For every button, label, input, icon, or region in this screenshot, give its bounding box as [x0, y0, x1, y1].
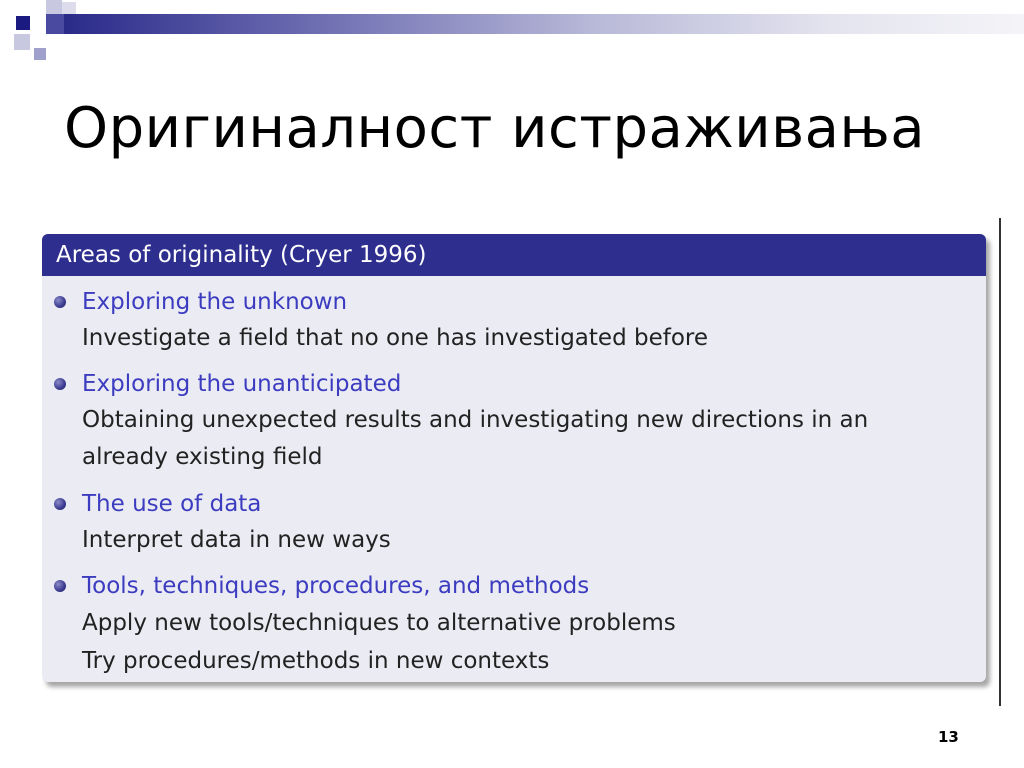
item-title: Tools, techniques, procedures, and methods [82, 573, 590, 599]
item-description: Interpret data in new ways [82, 527, 391, 553]
list-item [42, 284, 986, 356]
content-block [42, 234, 986, 682]
decorative-square [30, 30, 46, 46]
bullet-icon [54, 378, 66, 390]
decorative-square [16, 16, 30, 30]
vertical-divider [999, 218, 1001, 706]
decorative-gradient-bar [64, 14, 1024, 34]
item-description: Investigate a field that no one has investigated before [82, 325, 708, 351]
list-item [42, 486, 986, 558]
item-description: Apply new tools/techniques to alternative problems [82, 610, 676, 636]
decorative-square [14, 34, 30, 50]
bullet-icon [54, 296, 66, 308]
decorative-square [34, 48, 46, 60]
slide-title: Оригиналност истраживања [64, 96, 926, 161]
item-description: Try procedures/methods in new contexts [82, 648, 550, 674]
page-number: 13 [938, 728, 959, 746]
item-title: Exploring the unknown [82, 289, 348, 315]
item-title: Exploring the unanticipated [82, 371, 402, 397]
block-header: Areas of originality (Cryer 1996) [42, 234, 986, 276]
item-list [42, 284, 986, 680]
decorative-square [46, 0, 62, 14]
bullet-icon [54, 498, 66, 510]
item-title: The use of data [82, 491, 262, 517]
list-item [42, 366, 986, 476]
decorative-square [62, 2, 76, 14]
list-item [42, 568, 986, 680]
item-description: Obtaining unexpected results and investigating new directions in an [82, 407, 869, 433]
bullet-icon [54, 580, 66, 592]
decorative-square [46, 14, 64, 34]
item-description: already existing field [82, 444, 323, 470]
